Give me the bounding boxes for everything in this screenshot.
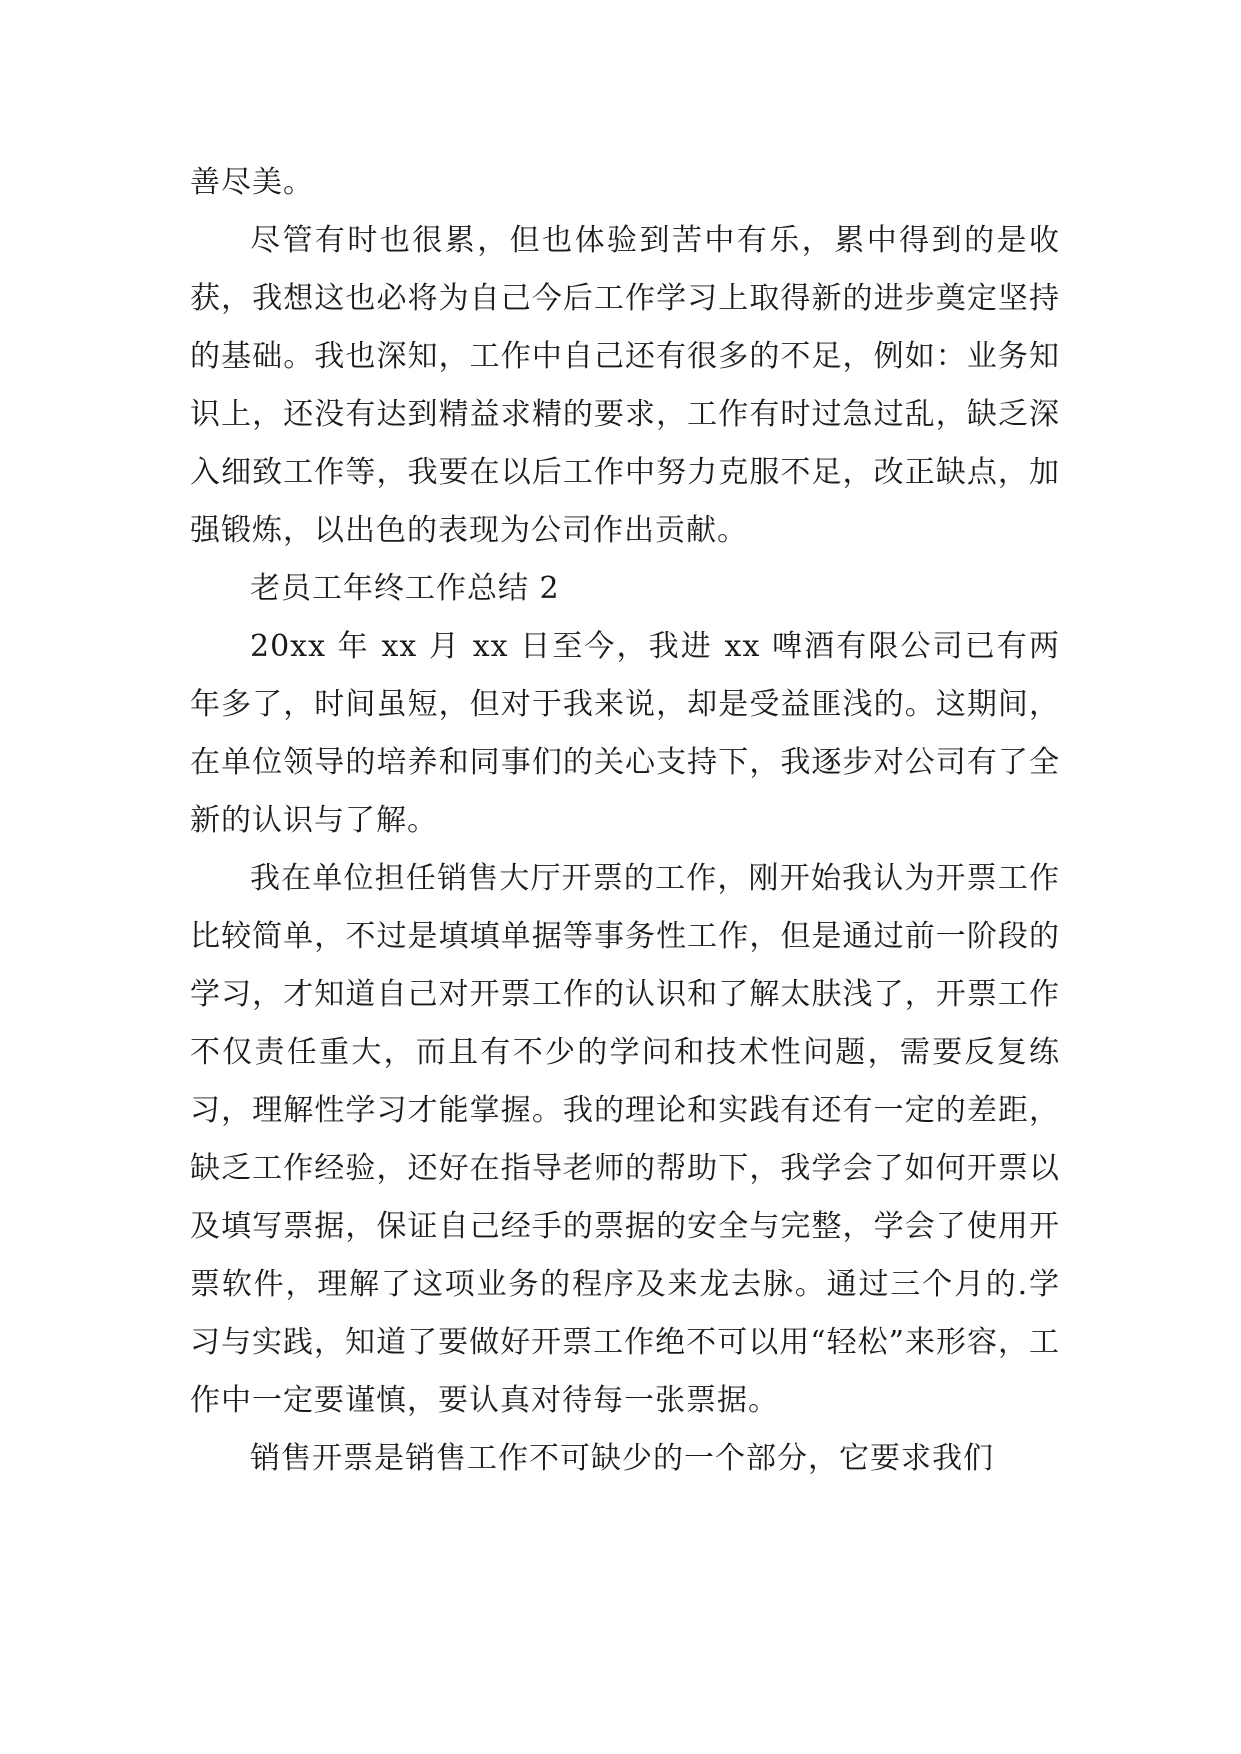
document-body <box>190 154 1060 1488</box>
paragraph-continuation: 善尽美。 <box>190 165 314 200</box>
paragraph: 尽管有时也很累，但也体验到苦中有乐，累中得到的是收获，我想这也必将为自己今后工作学习上取得新的进步奠定坚持的基础。我也深知，工作中自己还有很多的不足，例如：业务知识上，还没有达到精益求精的要求，工作有时过急过乱，缺乏深入细致工作等，我要在以后工作中努力克服不足，改正缺点，加强锻炼，以出色的表现为公司作出贡献。 <box>190 223 1060 548</box>
paragraph: 20xx 年 xx 月 xx 日至今，我进 xx 啤酒有限公司已有两年多了，时间虽短，但对于我来说，却是受益匪浅的。这期间，在单位领导的培养和同事们的关心支持下，我逐步对公司有了全新的认识与了解。 <box>190 629 1060 838</box>
paragraph: 我在单位担任销售大厅开票的工作，刚开始我认为开票工作比较简单，不过是填填单据等事务性工作，但是通过前一阶段的学习，才知道自己对开票工作的认识和了解太肤浅了，开票工作不仅责任重大，而且有不少的学问和技术性问题，需要反复练习，理解性学习才能掌握。我的理论和实践有还有一定的差距，缺乏工作经验，还好在指导老师的帮助下，我学会了如何开票以及填写票据，保证自己经手的票据的安全与完整，学会了使用开票软件，理解了这项业务的程序及来龙去脉。通过三个月的.学习与实践，知道了要做好开票工作绝不可以用“轻松”来形容，工作中一定要谨慎，要认真对待每一张票据。 <box>190 861 1060 1418</box>
section-heading: 老员工年终工作总结 2 <box>250 571 560 606</box>
paragraph: 销售开票是销售工作不可缺少的一个部分，它要求我们 <box>250 1441 994 1476</box>
